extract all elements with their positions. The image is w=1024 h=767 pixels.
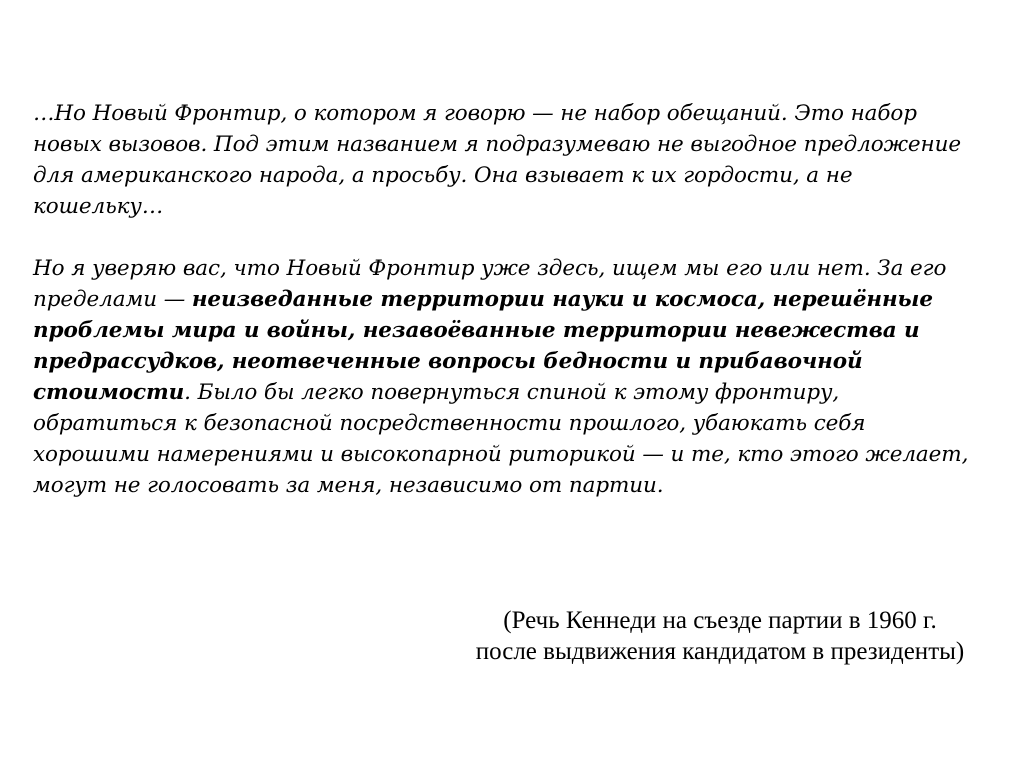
quote-paragraph-2-outro: . Было бы легко повернуться спиной к этому фронтиру, обратиться к безопасной посредственности прошлого, убаюкать себя хорошими намерениями и высокопарной риторикой — и те, кто этого желает, могут не голосовать за меня, независимо от партии. — [33, 380, 969, 498]
quote-paragraph-2 — [33, 253, 983, 501]
quote-paragraph-2-emphasis: неизведанные территории науки и космоса, нерешённые проблемы мира и войны, незавоёванные территории невежества и предрассудков, неотвеченные вопросы бедности и прибавочной стоимости — [33, 287, 933, 405]
quote-block — [33, 98, 983, 501]
quote-paragraph-2-intro: Но я уверяю вас, что Новый Фронтир уже здесь, ищем мы его или нет. За его пределами — — [33, 256, 947, 312]
source-caption: (Речь Кеннеди на съезде партии в 1960 г. после выдвижения кандидатом в президенты) — [475, 607, 965, 665]
quote-paragraph-1: …Но Новый Фронтир, о котором я говорю — не набор обещаний. Это набор новых вызовов. Под этим названием я подразумеваю не выгодное предложение для американского народа, а просьбу. Она взывает к их гордости, а не кошельку… — [33, 101, 961, 219]
